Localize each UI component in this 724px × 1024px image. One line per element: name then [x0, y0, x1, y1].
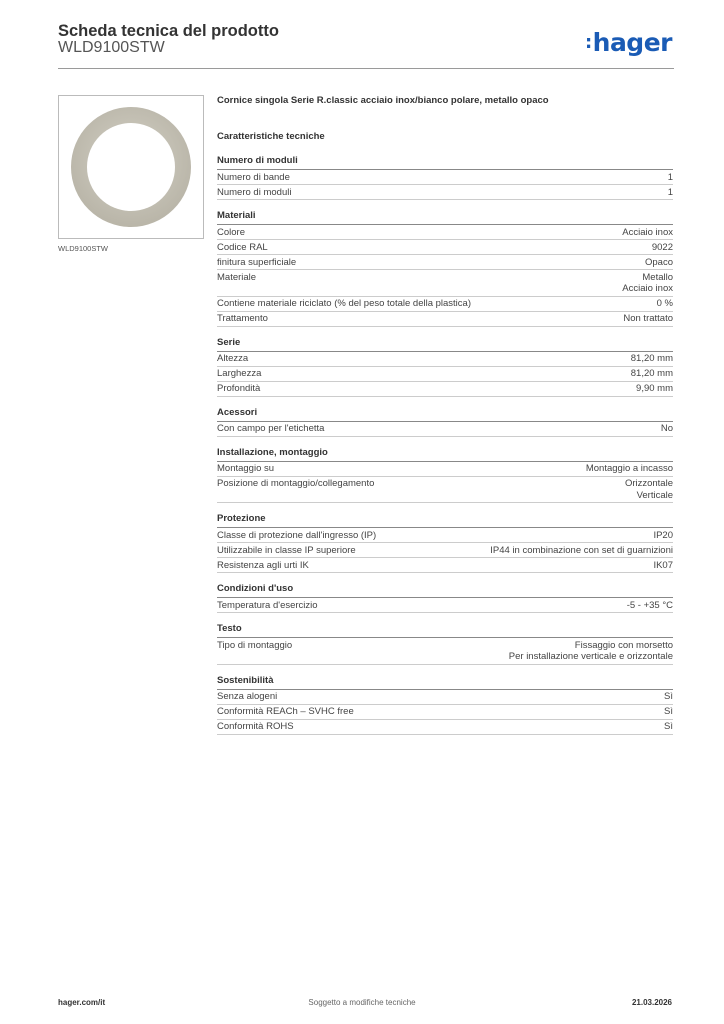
spec-row	[217, 543, 673, 558]
spec-label: Profondità	[217, 383, 261, 394]
spec-label: Classe di protezione dall'ingresso (IP)	[217, 529, 377, 541]
spec-row	[217, 382, 673, 397]
spec-row	[217, 462, 673, 477]
spec-value-line: IK07	[653, 559, 673, 571]
spec-value-line: 1	[667, 186, 673, 198]
page-title: Scheda tecnica del prodotto	[58, 22, 279, 40]
spec-section	[217, 337, 673, 397]
specifications	[217, 90, 673, 735]
product-image	[58, 95, 204, 239]
spec-value	[509, 640, 673, 663]
spec-value	[625, 478, 673, 501]
spec-label: Conformità ROHS	[217, 721, 294, 732]
spec-label: finitura superficiale	[217, 256, 297, 268]
spec-value	[668, 187, 673, 199]
spec-row	[217, 240, 673, 255]
spec-value-line: -5 - +35 °C	[626, 599, 673, 611]
logo-colon-icon: :	[584, 32, 592, 53]
spec-value-line: Fissaggio con morsetto	[574, 639, 673, 651]
spec-value-line: 1	[667, 171, 673, 183]
spec-section	[217, 513, 673, 573]
spec-value	[664, 706, 673, 718]
spec-label: Senza alogeni	[217, 691, 278, 702]
spec-label: Conformità REACh – SVHC free	[217, 706, 354, 717]
spec-row	[217, 297, 673, 312]
spec-value	[668, 172, 673, 184]
spec-label: Utilizzabile in classe IP superiore	[217, 544, 356, 556]
section-title: Acessori	[217, 407, 673, 422]
spec-label: Resistenza agli urti IK	[217, 559, 309, 571]
spec-label: Tipo di montaggio	[217, 639, 293, 651]
footer-disclaimer: Soggetto a modifiche tecniche	[308, 998, 416, 1007]
spec-section	[217, 407, 673, 437]
spec-row	[217, 352, 673, 367]
spec-value	[622, 272, 673, 295]
spec-value	[664, 721, 673, 733]
spec-value-line: Sì	[664, 706, 673, 717]
spec-value-line: 9,90 mm	[636, 383, 673, 394]
product-code: WLD9100STW	[58, 39, 165, 56]
spec-value	[664, 691, 673, 703]
spec-row	[217, 422, 673, 437]
spec-row	[217, 598, 673, 613]
spec-value	[653, 530, 673, 542]
section-title: Installazione, montaggio	[217, 447, 673, 462]
spec-label: Contiene materiale riciclato (% del peso totale della plastica)	[217, 298, 471, 309]
spec-value	[622, 227, 673, 239]
spec-section	[217, 623, 673, 665]
footer-date: 21.03.2026	[631, 998, 672, 1007]
spec-section	[217, 675, 673, 735]
spec-row	[217, 720, 673, 735]
spec-value	[657, 298, 673, 310]
spec-row	[217, 558, 673, 573]
section-title: Sostenibilità	[217, 675, 673, 690]
section-title: Condizioni d'uso	[217, 583, 673, 598]
hager-logo	[585, 28, 672, 57]
spec-row	[217, 367, 673, 382]
spec-label: Numero di bande	[217, 171, 290, 183]
spec-value	[661, 423, 673, 435]
spec-sections	[217, 155, 673, 735]
spec-row	[217, 270, 673, 297]
spec-section	[217, 583, 673, 613]
spec-value-line: 81,20 mm	[630, 353, 673, 364]
spec-value-line: 81,20 mm	[630, 368, 673, 379]
header-divider	[58, 68, 674, 69]
spec-value	[631, 368, 673, 380]
spec-value-line: IP20	[653, 529, 673, 541]
technical-characteristics-title: Caratteristiche tecniche	[217, 131, 325, 142]
spec-value	[490, 545, 673, 557]
spec-section	[217, 447, 673, 504]
spec-value-line: Sì	[664, 691, 673, 702]
spec-value-line: Metallo	[642, 271, 673, 283]
spec-row	[217, 638, 673, 665]
section-title: Numero di moduli	[217, 155, 673, 170]
spec-label: Larghezza	[217, 368, 262, 379]
logo-text: hager	[592, 28, 672, 57]
image-caption: WLD9100STW	[58, 244, 109, 253]
spec-value-line: Verticale	[636, 489, 673, 501]
spec-row	[217, 705, 673, 720]
spec-value	[652, 242, 673, 254]
spec-label: Montaggio su	[217, 463, 275, 474]
spec-value-line: No	[660, 423, 673, 434]
spec-value-line: Acciaio inox	[622, 226, 673, 238]
product-description: Cornice singola Serie R.classic acciaio inox/bianco polare, metallo opaco	[217, 95, 549, 106]
spec-value-line: Orizzontale	[624, 478, 673, 489]
spec-section	[217, 210, 673, 327]
frame-ring-icon	[59, 96, 203, 238]
spec-section	[217, 155, 673, 200]
section-title: Serie	[217, 337, 673, 352]
spec-label: Posizione di montaggio/collegamento	[217, 478, 375, 489]
spec-value-line: Opaco	[645, 256, 673, 268]
spec-label: Materiale	[217, 271, 257, 283]
spec-value	[586, 463, 673, 475]
spec-value-line: Sì	[664, 721, 673, 732]
spec-value-line: 0 %	[656, 298, 673, 309]
spec-value-line: Acciaio inox	[622, 283, 673, 294]
spec-row	[217, 225, 673, 240]
footer-website: hager.com/it	[58, 998, 106, 1007]
spec-row	[217, 477, 673, 504]
spec-label: Trattamento	[217, 313, 268, 324]
spec-label: Temperatura d'esercizio	[217, 599, 318, 611]
spec-row	[217, 528, 673, 543]
section-title: Materiali	[217, 210, 673, 225]
spec-value-line: Non trattato	[623, 313, 673, 324]
spec-value	[631, 353, 673, 365]
spec-label: Codice RAL	[217, 241, 268, 253]
spec-label: Colore	[217, 226, 245, 238]
section-title: Protezione	[217, 513, 673, 528]
spec-label: Numero di moduli	[217, 186, 292, 198]
spec-row	[217, 255, 673, 270]
spec-value-line: IP44 in combinazione con set di guarnizioni	[490, 544, 673, 556]
spec-value-line: Per installazione verticale e orizzontale	[508, 651, 673, 662]
spec-row	[217, 690, 673, 705]
spec-value	[636, 383, 673, 395]
spec-row	[217, 170, 673, 185]
spec-label: Altezza	[217, 353, 249, 364]
spec-value	[653, 560, 673, 572]
spec-value-line: 9022	[651, 241, 673, 253]
spec-value	[645, 257, 673, 269]
spec-value-line: Montaggio a incasso	[585, 463, 673, 474]
section-title: Testo	[217, 623, 673, 638]
spec-label: Con campo per l'etichetta	[217, 423, 325, 434]
spec-value	[627, 600, 673, 612]
spec-value	[623, 313, 673, 325]
spec-row	[217, 312, 673, 327]
spec-row	[217, 185, 673, 200]
